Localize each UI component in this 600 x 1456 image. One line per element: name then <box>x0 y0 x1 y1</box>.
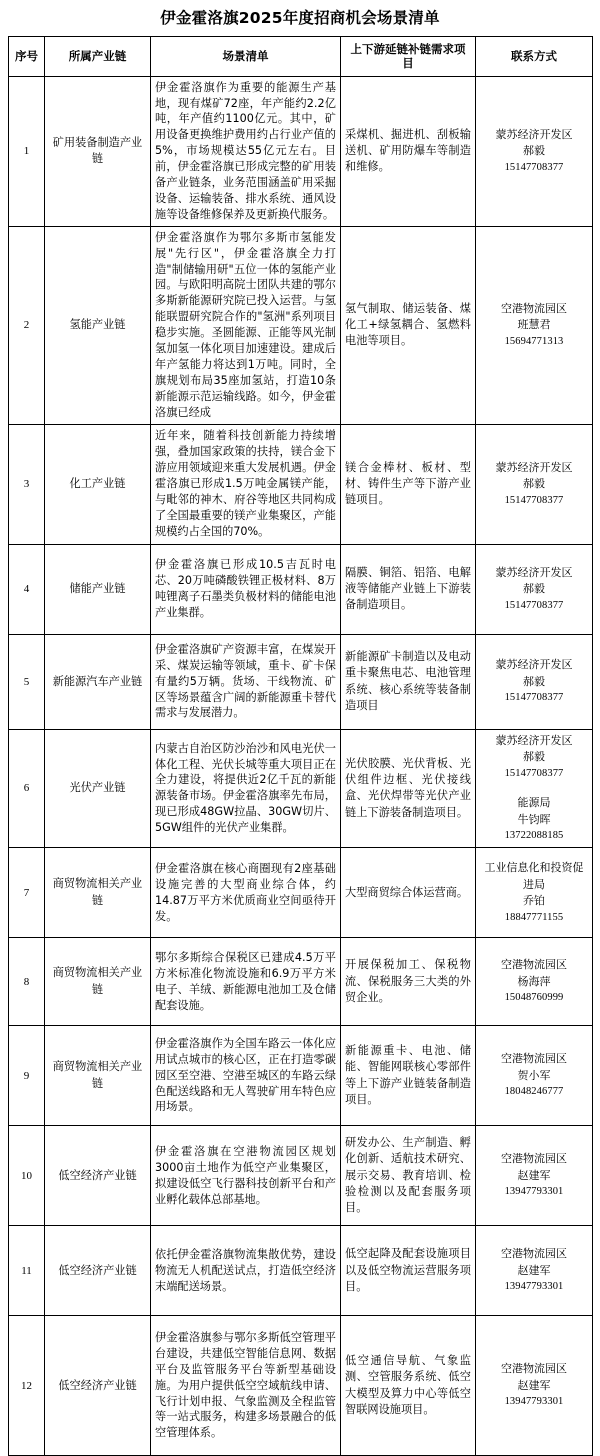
demand-project-cell: 开展保税加工、保税物流、保税服务三大类的外贸企业。 <box>341 938 476 1026</box>
contact-organization: 工业信息化和投资促进局 <box>484 861 584 891</box>
contact-block <box>480 1246 588 1295</box>
contact-phone-number: 15147708377 <box>504 692 564 704</box>
table-row <box>9 634 593 729</box>
demand-project-cell: 镁合金棒材、板材、型材、铸件生产等下游产业链项目。 <box>341 424 476 544</box>
contact-person-name: 乔铂 <box>523 894 545 907</box>
row-index-cell: 9 <box>9 1026 45 1126</box>
industry-chain-cell: 商贸物流相关产业链 <box>45 1026 151 1126</box>
industry-chain-cell: 低空经济产业链 <box>45 1226 151 1316</box>
scene-description-cell: 鄂尔多斯综合保税区已建成4.5万平方米标准化物流设施和6.9万平方米电子、羊绒、新能源电池加工及仓储配套设施。 <box>151 938 341 1026</box>
demand-project-cell: 采煤机、掘进机、刮板输送机、矿用防爆车等制造和维修。 <box>341 76 476 226</box>
contact-organization: 蒙苏经济开发区 <box>495 733 573 747</box>
industry-chain-cell: 新能源汽车产业链 <box>45 634 151 729</box>
table-body <box>9 76 593 1456</box>
row-index-cell: 2 <box>9 226 45 424</box>
scene-description-cell: 伊金霍洛旗矿产资源丰富，在煤炭开采、煤炭运输等领域，重卡、矿卡保有量约5万辆。货场、干线物流、矿区等场景蕴含广阔的新能源重卡替代需求与发展潜力。 <box>151 634 341 729</box>
contact-cell <box>476 544 593 634</box>
contact-block <box>480 795 588 844</box>
industry-chain-cell: 化工产业链 <box>45 424 151 544</box>
table-row <box>9 938 593 1026</box>
industry-chain-cell: 商贸物流相关产业链 <box>45 938 151 1026</box>
contact-organization: 蒙苏经济开发区 <box>495 460 573 474</box>
contact-person-name: 杨海萍 <box>517 974 551 988</box>
scene-description-cell: 伊金霍洛旗作为重要的能源生产基地，现有煤矿72座，年产能约2.2亿吨，年产值约1100亿元。其中，矿用设备更换维护费用约占行业产值的5%，市场规模达55亿元左右。目前，伊金霍洛旗已形成完整的矿用装备产业链条，业务范围涵盖矿用采掘设备、运输装备、排水系统、通风设施等设备维修保养及更新换代服务。 <box>151 76 341 226</box>
row-index-cell: 7 <box>9 848 45 938</box>
demand-project-cell: 新能源矿卡制造以及电动重卡聚焦电芯、电池管理系统、核心系统等装备制造项目 <box>341 634 476 729</box>
demand-project-cell: 低空通信导航、气象监测、空管服务系统、低空大模型及算力中心等低空智联网设施项目。 <box>341 1316 476 1456</box>
contact-organization: 空港物流园区 <box>501 1052 567 1066</box>
contact-person-name: 赵建军 <box>517 1378 551 1392</box>
contact-block <box>480 301 588 350</box>
industry-chain-cell: 氢能产业链 <box>45 226 151 424</box>
contact-block <box>480 957 588 1006</box>
demand-project-cell: 大型商贸综合体运营商。 <box>341 848 476 938</box>
row-index-cell: 1 <box>9 76 45 226</box>
contact-person-name: 赵建军 <box>517 1168 551 1182</box>
contact-cell <box>476 1316 593 1456</box>
contact-organization: 空港物流园区 <box>501 1152 567 1166</box>
contact-person-name: 牛钧晖 <box>517 812 551 826</box>
contact-block <box>480 733 588 782</box>
industry-chain-cell: 商贸物流相关产业链 <box>45 848 151 938</box>
table-row <box>9 729 593 848</box>
contact-person-name: 班慧君 <box>517 318 551 332</box>
demand-project-cell: 新能源重卡、电池、储能、智能网联核心零部件等上下游产业链装备制造项目。 <box>341 1026 476 1126</box>
row-index-cell: 5 <box>9 634 45 729</box>
contact-person-name: 郝毅 <box>523 582 545 596</box>
scene-description-cell: 伊金霍洛旗参与鄂尔多斯低空管理平台建设，共建低空智能信息网、数据平台及监管服务平台等新型基础设施。为用户提供低空空域航线申请、飞行计划申报、气象监测及全程监管等一站式服务，构建多场景融合的低空管理体系。 <box>151 1316 341 1456</box>
investment-opportunity-table <box>8 36 593 1456</box>
contact-phone-number: 15147708377 <box>504 767 564 779</box>
scene-description-cell: 内蒙古自治区防沙治沙和风电光伏一体化工程、光伏长城等重大项目正在全力建设，将提供近2亿千瓦的新能源装备市场。伊金霍洛旗率先布局，现已形成48GW拉晶、30GW切片、5GW组件的光伏产业集群。 <box>151 729 341 848</box>
scene-description-cell: 伊金霍洛旗在核心商圈现有2座基础设施完善的大型商业综合体，约14.87万平方米优质商业空间亟待开发。 <box>151 848 341 938</box>
contact-phone-number: 15147708377 <box>504 599 564 611</box>
page-title: 伊金霍洛旗2025年度招商机会场景清单 <box>160 9 440 27</box>
table-row <box>9 848 593 938</box>
contact-organization: 空港物流园区 <box>501 958 567 972</box>
contact-organization: 蒙苏经济开发区 <box>495 127 573 141</box>
scene-description-cell: 近年来，随着科技创新能力持续增强，叠加国家政策的扶持，镁合金下游应用领域迎来重大发展机遇。伊金霍洛旗已形成1.5万吨金属镁产能，与毗邻的神木、府谷等地区共同构成了全国最重要的镁产业集聚区，产能规模约占全国的70%。 <box>151 424 341 544</box>
contact-person-name: 郝毅 <box>523 144 545 158</box>
table-row <box>9 76 593 226</box>
industry-chain-cell: 光伏产业链 <box>45 729 151 848</box>
row-index-cell: 11 <box>9 1226 45 1316</box>
table-row <box>9 1226 593 1316</box>
contact-organization: 空港物流园区 <box>501 301 567 315</box>
contact-phone-number: 15147708377 <box>504 161 564 173</box>
demand-project-cell: 研发办公、生产制造、孵化创新、适航技术研究、展示交易、教育培训、检验检测以及配套服务项目。 <box>341 1126 476 1226</box>
scene-description-cell: 伊金霍洛旗作为全国车路云一体化应用试点城市的核心区，正在打造零碳园区至空港、空港至城区的车路云绿色配送线路和无人驾驶矿用车特色应用场景。 <box>151 1026 341 1126</box>
contact-cell <box>476 848 593 938</box>
contact-cell <box>476 634 593 729</box>
table-row <box>9 1026 593 1126</box>
column-header-contact: 联系方式 <box>476 36 593 76</box>
contact-phone-number: 18048246777 <box>504 1086 564 1098</box>
scene-description-cell: 伊金霍洛旗作为鄂尔多斯市氢能发展"先行区"，伊金霍洛旗全力打造"制储输用研"五位一体的氢能产业园。与欧阳明高院士团队共建的鄂尔多斯新能源研究院已投入运营。与氢能联盟研究院合作的"氢洲"系列项目稳步实施。圣圆能源、正能等风光制氢加氢一体化项目加速建设。建成后年产氢能力将达到1万吨。同时，全旗规划布局35座加氢站，打造10条新能源示范运输线路。如今，伊金霍洛旗已经成 <box>151 226 341 424</box>
contact-cell <box>476 1226 593 1316</box>
table-header <box>9 36 593 76</box>
industry-chain-cell: 矿用装备制造产业链 <box>45 76 151 226</box>
contact-phone-number: 15694771313 <box>504 335 564 347</box>
contact-organization: 能源局 <box>517 796 551 810</box>
column-header-need: 上下游延链补链需求项目 <box>341 36 476 76</box>
contact-person-name: 郝毅 <box>523 674 545 688</box>
contact-block <box>480 860 588 925</box>
contact-organization: 蒙苏经济开发区 <box>495 565 573 579</box>
industry-chain-cell: 储能产业链 <box>45 544 151 634</box>
scene-description-cell: 伊金霍洛旗已形成10.5吉瓦时电芯、20万吨磷酸铁锂正极材料、8万吨锂离子石墨类负极材料的储能电池产业集群。 <box>151 544 341 634</box>
contact-organization: 蒙苏经济开发区 <box>495 658 573 672</box>
scene-description-cell: 伊金霍洛旗在空港物流园区规划3000亩土地作为低空产业集聚区，拟建设低空飞行器科技创新平台和产业孵化载体总部基地。 <box>151 1126 341 1226</box>
table-row <box>9 1316 593 1456</box>
contact-cell <box>476 1126 593 1226</box>
contact-cell <box>476 938 593 1026</box>
contact-person-name: 郝毅 <box>523 750 545 764</box>
column-header-index: 序号 <box>9 36 45 76</box>
row-index-cell: 8 <box>9 938 45 1026</box>
contact-cell <box>476 729 593 848</box>
contact-cell <box>476 424 593 544</box>
contact-organization: 空港物流园区 <box>501 1247 567 1261</box>
contact-phone-number: 13947793301 <box>504 1281 564 1293</box>
contact-cell <box>476 1026 593 1126</box>
contact-phone-number: 18847771155 <box>504 911 564 923</box>
contact-block <box>480 565 588 614</box>
contact-phone-number: 13722088185 <box>504 830 564 842</box>
table-row <box>9 1126 593 1226</box>
contact-person-name: 贺小军 <box>517 1068 551 1082</box>
contact-cell <box>476 76 593 226</box>
contact-phone-number: 15048760999 <box>504 992 564 1004</box>
contact-block <box>480 127 588 176</box>
contact-phone-number: 15147708377 <box>504 494 564 506</box>
demand-project-cell: 低空起降及配套设施项目以及低空物流运营服务项目。 <box>341 1226 476 1316</box>
contact-block <box>480 1151 588 1200</box>
contact-phone-number: 13947793301 <box>504 1396 564 1408</box>
industry-chain-cell: 低空经济产业链 <box>45 1126 151 1226</box>
table-row <box>9 226 593 424</box>
row-index-cell: 6 <box>9 729 45 848</box>
row-index-cell: 10 <box>9 1126 45 1226</box>
table-row <box>9 544 593 634</box>
scene-description-cell: 依托伊金霍洛旗物流集散优势，建设物流无人机配送试点，打造低空经济末端配送场景。 <box>151 1226 341 1316</box>
demand-project-cell: 隔膜、铜箔、铝箔、电解液等储能产业链上下游装备制造项目。 <box>341 544 476 634</box>
contact-block <box>480 657 588 706</box>
row-index-cell: 12 <box>9 1316 45 1456</box>
contact-organization: 空港物流园区 <box>501 1362 567 1376</box>
row-index-cell: 3 <box>9 424 45 544</box>
contact-person-name: 赵建军 <box>517 1263 551 1277</box>
contact-cell <box>476 226 593 424</box>
column-header-chain: 所属产业链 <box>45 36 151 76</box>
contact-block <box>480 1361 588 1410</box>
contact-block <box>480 1051 588 1100</box>
contact-phone-number: 13947793301 <box>504 1186 564 1198</box>
industry-chain-cell: 低空经济产业链 <box>45 1316 151 1456</box>
contact-person-name: 郝毅 <box>523 477 545 491</box>
contact-block <box>480 460 588 509</box>
table-row <box>9 424 593 544</box>
row-index-cell: 4 <box>9 544 45 634</box>
table-header-row <box>9 36 593 76</box>
demand-project-cell: 氢气制取、储运装备、煤化工+绿氢耦合、氢燃料电池等项目。 <box>341 226 476 424</box>
demand-project-cell: 光伏胶膜、光伏背板、光伏组件边框、光伏接线盒、光伏焊带等光伏产业链上下游装备制造项目。 <box>341 729 476 848</box>
column-header-scene: 场景清单 <box>151 36 341 76</box>
